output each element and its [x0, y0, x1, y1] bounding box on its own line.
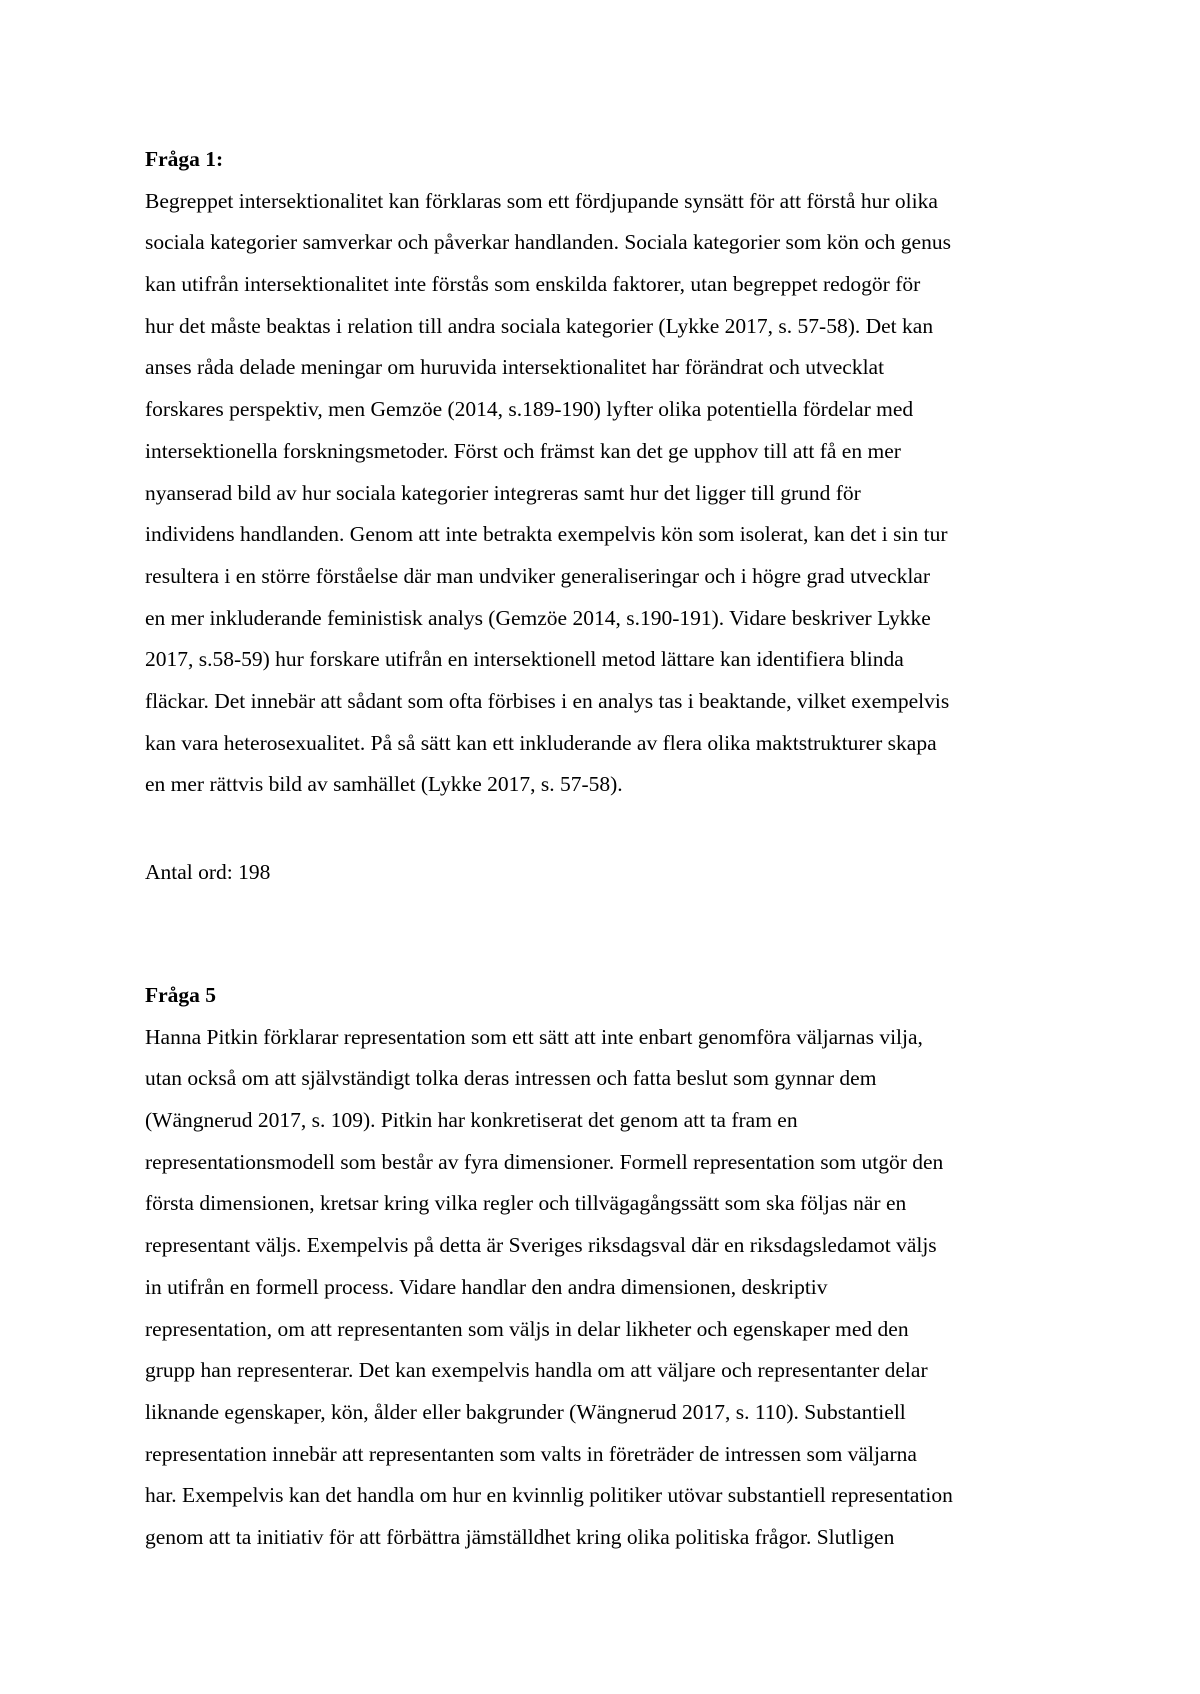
paragraph-line: en mer inkluderande feministisk analys (Gemzöe 2014, s.190-191). Vidare beskriver Lykke [145, 605, 931, 630]
section-question-1 [145, 139, 1075, 806]
paragraph-line: representation, om att representanten som väljs in delar likheter och egenskaper med den [145, 1316, 909, 1341]
paragraph-line: hur det måste beaktas i relation till andra sociala kategorier (Lykke 2017, s. 57-58). Det kan [145, 313, 934, 338]
paragraph-line: första dimensionen, kretsar kring vilka regler och tillvägagångssätt som ska följas när en [145, 1191, 907, 1216]
paragraph-line: forskares perspektiv, men Gemzöe (2014, s.189-190) lyfter olika potentiella fördelar med [145, 397, 914, 422]
paragraph-line: nyanserad bild av hur sociala kategorier integreras samt hur det ligger till grund för [145, 480, 861, 505]
paragraph-line: en mer rättvis bild av samhället (Lykke 2017, s. 57-58). [145, 772, 623, 797]
section-heading: Fråga 1: [145, 147, 224, 171]
section-question-5 [145, 975, 1075, 1559]
paragraph-line: fläckar. Det innebär att sådant som ofta förbises i en analys tas i beaktande, vilket exempelvis [145, 688, 950, 713]
paragraph-line: intersektionella forskningsmetoder. Först och främst kan det ge upphov till att få en mer [145, 438, 901, 463]
paragraph-line: kan vara heterosexualitet. På så sätt kan ett inkluderande av flera olika maktstrukturer skapa [145, 730, 937, 755]
paragraph-line: Hanna Pitkin förklarar representation som ett sätt att inte enbart genomföra väljarnas vilja, [145, 1024, 923, 1049]
paragraph-line: Begreppet intersektionalitet kan förklaras som ett fördjupande synsätt för att förstå hur olika [145, 188, 938, 213]
paragraph-line: representation innebär att representanten som valts in företräder de intressen som väljarna [145, 1441, 917, 1466]
paragraph-line: individens handlanden. Genom att inte betrakta exempelvis kön som isolerat, kan det i sin tur [145, 522, 948, 547]
paragraph-line: kan utifrån intersektionalitet inte förstås som enskilda faktorer, utan begreppet redogör för [145, 272, 921, 297]
paragraph-line: representationsmodell som består av fyra dimensioner. Formell representation som utgör den [145, 1149, 944, 1174]
paragraph-line: anses råda delade meningar om huruvida intersektionalitet har förändrat och utvecklat [145, 355, 885, 380]
paragraph-line: 2017, s.58-59) hur forskare utifrån en intersektionell metod lättare kan identifiera blinda [145, 647, 904, 672]
word-count-block [145, 852, 1075, 894]
paragraph-line: utan också om att självständigt tolka deras intressen och fatta beslut som gynnar dem [145, 1066, 877, 1091]
paragraph-line: sociala kategorier samverkar och påverkar handlanden. Sociala kategorier som kön och genus [145, 230, 951, 255]
word-count: Antal ord: 198 [145, 860, 271, 884]
paragraph-line: har. Exempelvis kan det handla om hur en kvinnlig politiker utövar substantiell representation [145, 1483, 953, 1508]
paragraph-line: resultera i en större förståelse där man undviker generaliseringar och i högre grad utvecklar [145, 563, 931, 588]
paragraph-line: (Wängnerud 2017, s. 109). Pitkin har konkretiserat det genom att ta fram en [145, 1108, 798, 1133]
paragraph-line: representant väljs. Exempelvis på detta är Sveriges riksdagsval där en riksdagsledamot väljs [145, 1233, 937, 1258]
paragraph-line: genom att ta initiativ för att förbättra jämställdhet kring olika politiska frågor. Slutligen [145, 1524, 895, 1549]
section-heading: Fråga 5 [145, 983, 217, 1007]
paragraph-line: grupp han representerar. Det kan exempelvis handla om att väljare och representanter delar [145, 1358, 928, 1383]
paragraph-line: in utifrån en formell process. Vidare handlar den andra dimensionen, deskriptiv [145, 1274, 828, 1299]
paragraph-line: liknande egenskaper, kön, ålder eller bakgrunder (Wängnerud 2017, s. 110). Substantiell [145, 1399, 906, 1424]
